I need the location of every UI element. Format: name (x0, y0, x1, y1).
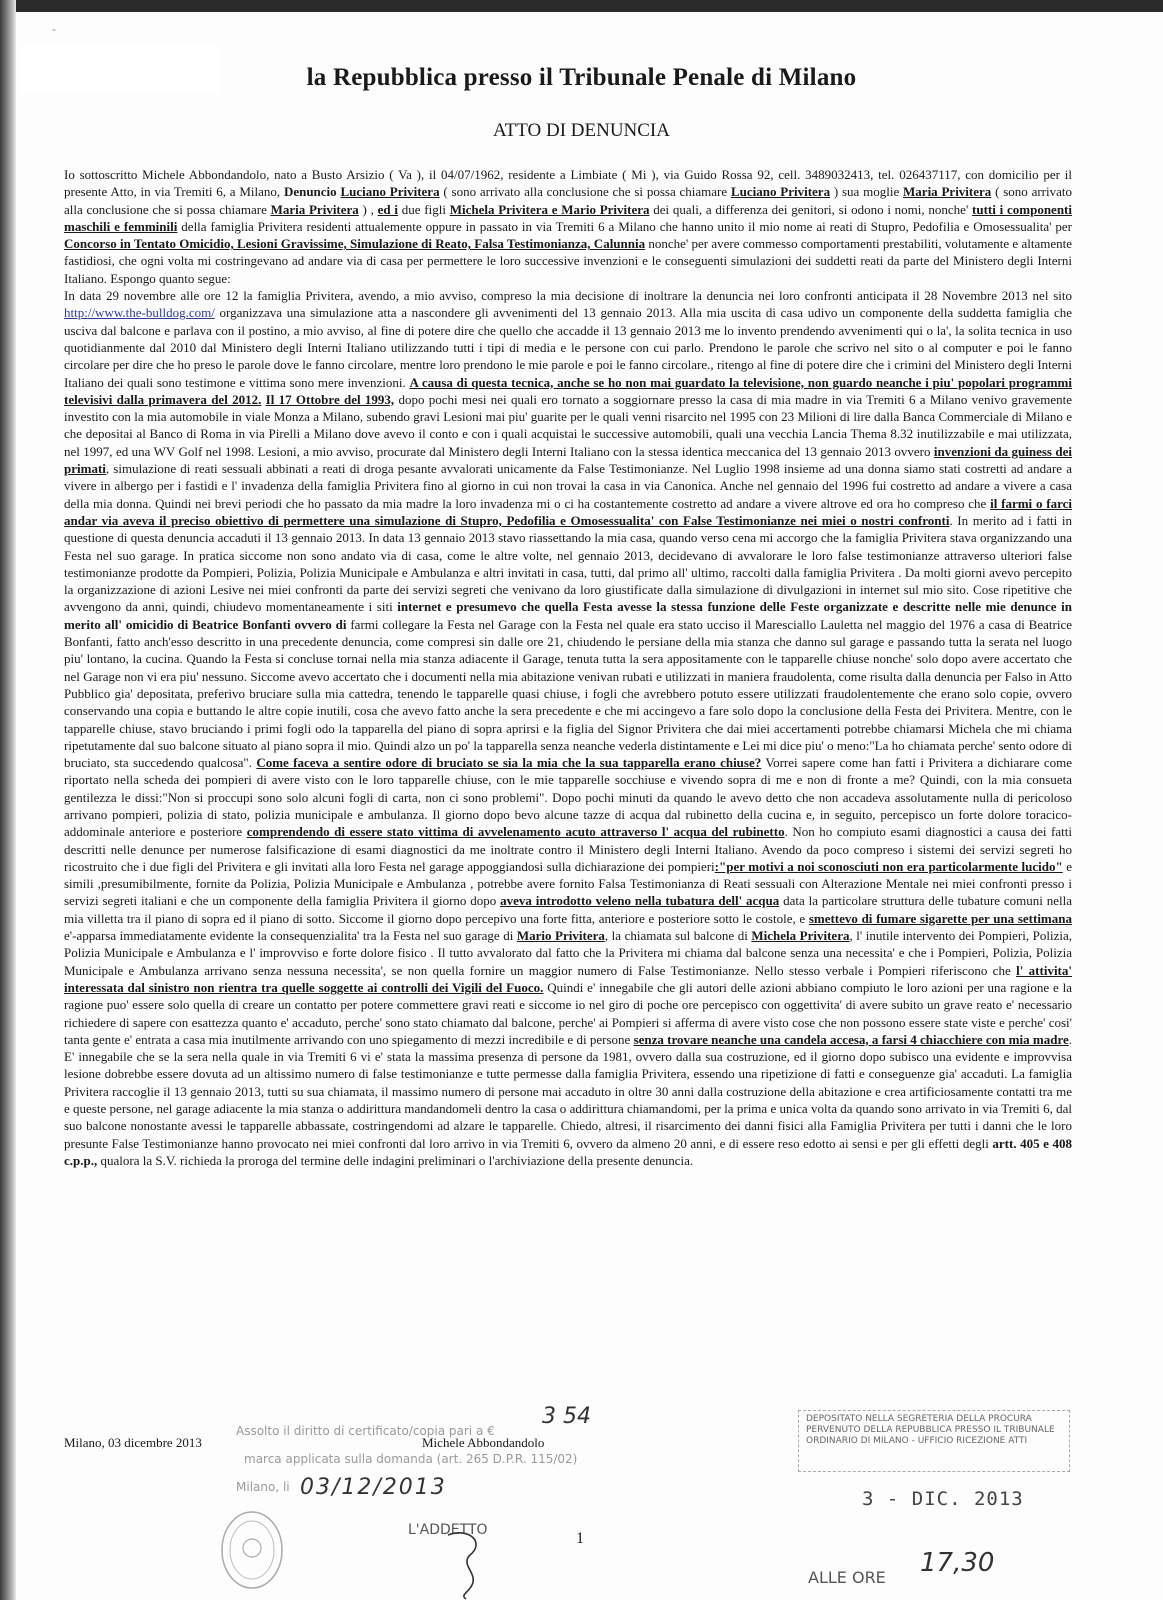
website-link[interactable]: http://www.the-bulldog.com/ (64, 305, 215, 321)
handwritten-date: 03/12/2013 (300, 1475, 447, 1500)
ghost-stamp-line-3: Milano, li (236, 1480, 290, 1494)
paragraph-intro: Io sottoscritto Michele Abbondandolo, nato a Busto Arsizio ( Va ), il 04/07/1962, residente a Limbiate ( Mi ), via Guido Rossa 92, cell. 3489032413, tel. 026437117, con domicilio per il presente Atto, in via Tremiti 6, a Milano, Denuncio Luciano Privitera ( sono arrivato alla conclusione che si possa chiamare Luciano Privitera ) sua moglie Maria Privitera ( sono arrivato alla conclusione che si possa chiamare Maria Privitera ) , ed i due figli Michela Privitera e Mario Privitera dei quali, a differenza dei genitori, si odono i nomi, nonche' tutti i componenti maschili e femminili della famiglia Privitera residenti attualemente oppure in passato in via Tremiti 6 a Milano che hanno unito il mio nome ai reati di Stupro, Pedofilia e Omosessualita' per Concorso in Tentato Omicidio, Lesioni Gravissime, Simulazione di Reato, Falsa Testimonianza, Calunnia nonche' per avere commesso comportamenti prestabiliti, volutamente e altamente fastidiosi, che ogni volta mi costringevano ad andare via di casa per permettere le loro successive invenzioni e le conseguenti simulazioni dei suddetti reati da parte del Ministero degli Interni Italiano. Espongo quanto segue: (64, 167, 1072, 286)
reception-stamp-text: DEPOSITATO NELLA SEGRETERIA DELLA PROCURA PERVENUTO DELLA REPUBBLICA PRESSO IL TRIBUNALE ORDINARIO DI MILANO - UFFICIO RICEZIONE ATTI (806, 1414, 1055, 1446)
reception-stamp-date: 3 - DIC. 2013 (862, 1488, 1024, 1510)
scan-left-edge (0, 0, 16, 1600)
handwritten-protocol-number: 3 54 (542, 1404, 591, 1429)
paragraph-facts: In data 29 novembre alle ore 12 la famiglia Privitera, avendo, a mio avviso, compreso la mia decisione di inoltrare la denuncia nei loro confronti anticipata il 28 Novembre 2013 nel sito http://www.the-bulldog.com/ organizzava una simulazione atta a nascondere gli avvenimenti del 13 gennaio 2013. Alla mia uscita di casa udivo un componente della suddetta famiglia che usciva dal balcone e parlava con il postino, a mio avviso, al fine di potere dire che quello che accadde il 13 gennaio 2013 me lo invento prendendo avvenimenti qui o la', la solita tecnica in uso quotidianmente dal 2010 dal Ministero degli Interni Italiano utilizzando tutti i tipi di media e le persone con cui parlo. Prendono le parole che scrivo nel sito o al computer e poi le fanno circolare per dire che ho preso le parole dove le fanno circolare, mentre loro prendono le mie parole e poi le fanno circolare., ritengo al fine di potere dire che i crimini del Ministero degli Interni Italiano dei quali sono testimone e vittima sono mere invenzioni. A causa di questa tecnica, anche se ho non mai guardato la televisione, non guardo neanche i piu' popolari programmi televisivi dalla primavera del 2012. Il 17 Ottobre del 1993, dopo pochi mesi nei quali ero tornato a soggiornare presso la casa di mia madre in via Tremiti 6 a Milano venivo gravemente investito con la mia automobile in viale Monza a Milano, subendo gravi Lesioni mai piu' guarite per le quali venni risarcito nel 1995 con 23 Milioni di lire dalla Banca Commerciale di Milano e che depositai al Banco di Roma in via Pirelli a Milano dove avevo il conto e con i quali acquistai le successive automobili, quali una vecchia Lancia Thema 8.32 inutilizzabile e mai utilizzata, nel 1997, ed una WV Golf nel 1998. Lesioni, a mio avviso, procurate dal Ministero degli Interni Italiano con la stessa identica meccanica del 13 gennaio 2013 ovvero invenzioni da guiness dei primati, simulazione di reati sessuali abbinati a reati di droga pesante avvalorati unicamente da False Testimonianze. Nel Luglio 1998 insieme ad una donna siamo stati costretti ad andare a vivere in albergo per i fastidi e l' invadenza della famiglia Privitera fino al giorno in cui non trovai la casa in via Canonica. Anche nel gennaio del 1996 fui costretto ad andare a vivere a casa della mia donna. Quindi nei brevi periodi che ho passato da mia madre la loro invadenza mi o ci ha costantemente costretto ad andare a vivere altrove ed ora ho compreso che il farmi o farci andar via aveva il preciso obiettivo di permettere una simulazione di Stupro, Pedofilia e Omosessualita' con False Testimonianze nei miei o nostri confronti. In merito ad i fatti in questione di questa denuncia accaduti il 13 gennaio 2013. In data 13 gennaio 2013 stavo riassettando la mia casa, quando verso cena mi accorgo che la famiglia Privitera stava organizzando una Festa nel suo garage. In pratica siccome non sono andato via di casa, come le altre volte, nel gennaio 2013, decidevano di avvalorare le loro false testimonianze attraverso ulteriori false testimonianze prodotte da Pompieri, Polizia, Polizia Municipale e Ambulanza e altri invitati in casa, tutti, dal primo all' ultimo, raccolti dalla famiglia Privitera . Da molti giorni avevo percepito la organizzazione di azioni Lesive nei miei confronti da parte dei servizi segreti che venivano da loro giustificate dalla simulazione di divulgazioni in internet sul mio sito. Cose ripetitive che avvengono da anni, quindi, chiudevo momentaneamente i siti internet e presumevo che quella Festa avesse la stessa funzione delle Feste organizzate e descritte nelle mie denunce in merito all' omicidio di Beatrice Bonfanti ovvero di farmi collegare la Festa nel Garage con la Festa nel quale era stato ucciso il Maresciallo Lauletta nel maggio del 1976 a casa di Beatrice Bonfanti, fatto anch'esso descritto in una precedente denuncia, come compresi sin dalle ore 21, chiudendo le persiane della mia stanza che danno sul garage e passando tutta la serata nel luogo piu' lontano, la cucina. Quando la Festa si concluse tornai nella mia stanza adiacente il Garage, tenuta tutta la sera appositamente con le tapparelle chiuse nonche' solo dopo avere accertato che nel Garage non vi era piu' nessuno. Siccome avevo accertato che i documenti nella mia abitazione venivan rubati e utilizzati in maniera fraudolenta, come risulta dalla denuncia per Falso in Atto Pubblico gia' depositata, preferivo bruciare sulla mia cattedra, tenendo le tapparelle quasi chiuse, i fogli che avrebbero potuto essere utilizzati fraudolentemente che erano solo copie, ovvero conservando una copia e buttando le altre copie inutili, cosa che avevo fatto anche la sera precedente e che mi accingevo a fare solo dopo la conclusione della Festa dei Privitera. Mentre, con le tapparelle chiuse, stavo bruciando i primi fogli odo la tapparella del piano di sopra aprirsi e la figlia del Signor Privitera che dai miei accertamenti potrebbe chiamarsi Michela che mi chiama ripetutamente dal suo balcone situato al piano sopra il mio. Quindi alzo un po' la tapparella senza neanche vederla distintamente e Lei mi dice piu' o meno:"La ho chiamata perche' sento odore di bruciato, sta succedendo qualcosa". Come faceva a sentire odore di bruciato se sia la mia che la sua tapparella erano chiuse? Vorrei sapere come han fatti i Privitera a dichiarare come riportato nella scheda dei pompieri di avere visto con le loro tapparelle chiuse, con le mie tapparelle socchiuse e vivendo sopra di me e non di fronte a me? Quindi, con la mia consueta gentilezza le dissi:"Non si proccupi sono solo alcuni fogli di carta, non ci sono problemi". Dopo pochi minuti da quando le avevo detto che non accadeva assolutamente nulla di pericoloso arrivano pompieri, polizia di stato, polizia municipale e ambulanza. Il giorno dopo bevo alcune tazze di acqua dal rubinetto della cucina e, in seguito, percepisco un forte dolore toracico-addominale anteriore e posteriore comprendendo di essere stato vittima di avvelenamento acuto attraverso l' acqua del rubinetto. Non ho compiuto esami diagnostici a causa dei fatti descritti nelle denunce per numerose falsificazione di esami diagnostici da me inoltrate contro il Ministero degli Interni Italiano. Avendo da poco compreso i sistemi dei servizi segreti ho ricostruito che i due figli del Privitera e gli invitati alla loro Festa nel garage appoggiandosi sulla dichiarazione dei pompieri:"per motivi a noi sconosciuti non era particolarmente lucido" e simili ,presumibilmente, fornite da Polizia, Polizia Municipale e Ambulanza , potrebbe avere fornito Falsa Testimonianza di Reati sessuali con Alterazione Mentale nei miei confronti presso i servizi segreti italiani e che un componente della famiglia Privitera il giorno dopo aveva introdotto veleno nella tubatura dell' acqua data la particolare struttura delle tubature comuni nella mia villetta tra il piano di sopra ed il piano di sotto. Siccome il giorno dopo percepivo una forte fitta, anteriore e posteriore sotto le costole, e smettevo di fumare sigarette per una settimana e'-apparsa immediatamente evidente la consequenzialita' tra la Festa nel suo garage di Mario Privitera, la chiamata sul balcone di Michela Privitera, l' inutile intervento dei Pompieri, Polizia, Polizia Municipale e Ambulanza e l' improvviso e forte dolore fisico . Il tutto avvalorato dal fatto che la Privitera mi chiama dal balcone senza una necessita' e che i Pompieri, Polizia, Polizia Municipale e Ambulanza arrivano senza nessuna necessita', se non quella fornire un maggior numero di False Testimonianze. Nello stesso verbale i Pompieri riferiscono che l' attivita' interessata dal sinistro non rientra tra quelle soggette ai controlli dei Vigili del Fuoco. Quindi e' innegabile che gli autori delle azioni abbiano compiuto le loro azioni per una ragione e la ragione puo' essere solo quella di creare un contatto per potere commettere gravi reati e siccome io nel giro di poche ore percepisco con oggettivita' di avere subito un grave reato e' necessario richiedere di sapere con esattezza quanto e' accaduto, perche' sono stato chiamato dal balcone, perche' ai Pompieri si afferma di avere visto cose che non possono essere state viste e perche' cosi' tanta gente e' entrata a casa mia inutilmente arrivando con uno spiegamento di mezzi incredibile e di persone senza trovare neanche una candela accesa, a farsi 4 chiacchiere con mia madre. E' innegabile che se la sera nella quale in via Tremiti 6 vi e' stata la massima presenza di persone da 1981, ovvero dalla sua costruzione, ed il giorno dopo subisco una evidente e improvvisa lesione dobrebbe essere dovuta ad un altissimo numero di false testimonianze e tutte permesse dalla famiglia Privitera, essendo una ripetizione di fatti e conseguenze gia' accaduti. La famiglia Privitera raccoglie il 13 gennaio 2013, tutti su sua chiamata, il massimo numero di persone mai accaduto in oltre 30 anni dalla costruzione della abitazione e crea artificiosamente contatti tra me e queste persone, nel garage adiacente la mia stanza o addirittura mandandomeli dentro la casa o addirittura chiamandomi, per la prima e unica volta da quando sono arrivato in via Tremiti 6, dal suo balcone nonostante avessi le tapparelle abbassate, costringendomi ad alzare le tapparelle. Chiedo, altresi, il risarcimento dei danni fisici alla Famiglia Privitera per tutti i danni che le loro presunte False Testimonianze hanno provocato nei miei confronti dal loro arrivo in via Tremiti 6, ovvero da almeno 20 anni, e di essere reso edotto ai sensi e per gli effetti degli artt. 405 e 408 c.p.p., qualora la S.V. richieda la proroga del termine delle indagini preliminari o l'archiviazione della presente denuncia. (64, 288, 1073, 1168)
handwritten-time: 17,30 (920, 1548, 995, 1578)
document-subtitle: ATTO DI DENUNCIA (493, 120, 670, 141)
document-body (64, 166, 1072, 1169)
ghost-stamp-line-1: Assolto il diritto di certificato/copia pari a € (236, 1424, 495, 1438)
place-date: Milano, 03 dicembre 2013 (64, 1435, 202, 1450)
signatory-name: Michele Abbondandolo (422, 1435, 545, 1450)
corner-mark: - (52, 22, 56, 36)
document-title: la Repubblica presso il Tribunale Penale di Milano (306, 64, 857, 91)
alle-ore-label: ALLE ORE (808, 1568, 886, 1587)
addetto-label: L'ADDETTO (408, 1522, 488, 1538)
ghost-stamp-line-2: marca applicata sulla domanda (art. 265 D.P.R. 115/02) (244, 1452, 578, 1466)
scan-top-edge (0, 0, 1163, 12)
official-seal-icon (220, 1510, 284, 1590)
handwritten-signature-icon (440, 1525, 500, 1600)
page-number: 1 (576, 1530, 584, 1547)
